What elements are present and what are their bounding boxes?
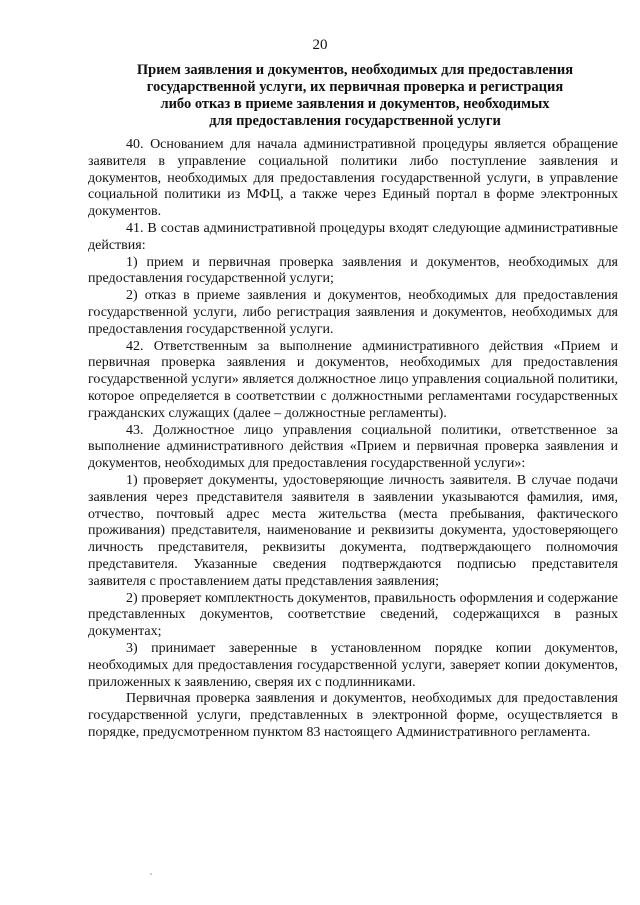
scan-speck — [150, 873, 152, 875]
paragraph-40: 40. Основанием для начала административной процедуры является обращение заявителя в управление социальной политики либо поступление заявления и документов, необходимых для предоставления государственной услуги, в управление социальной политики из МФЦ, а также через Единый портал в форме электронных документов. — [88, 137, 618, 220]
paragraph-41-item-1: 1) прием и первичная проверка заявления и документов, необходимых для предоставления государственной услуги; — [88, 254, 618, 287]
heading-line: для предоставления государственной услуги — [209, 113, 501, 129]
paragraph-43-item-2: 2) проверяет комплектность документов, правильность оформления и содержание представленных документов, соответствие сведений, содержащихся в разных документах; — [88, 590, 618, 640]
document-body — [88, 137, 618, 742]
paragraph-43-item-3: 3) принимает заверенные в установленном порядке копии документов, необходимых для предоставления государственной услуги, заверяет копии документов, приложенных к заявлению, сверяя их с подлинниками. — [88, 640, 618, 690]
page-number: 20 — [312, 37, 328, 53]
paragraph-43-item-1: 1) проверяет документы, удостоверяющие личность заявителя. В случае подачи заявления через представителя заявителя в заявлении указываются фамилия, имя, отчество, почтовый адрес места жительства (места пребывания, фактического проживания) представителя, наименование и реквизиты документа, удостоверяющего личность представителя, реквизиты документа, подтверждающего полномочия представителя. Указанные сведения подтверждаются подписью представителя заявителя с проставлением даты представления заявления; — [88, 472, 618, 589]
paragraph-41-item-2: 2) отказ в приеме заявления и документов, необходимых для предоставления государственной услуги, либо регистрация заявления и документов, необходимых для предоставления государственной услуги. — [88, 288, 618, 337]
paragraph-41: 41. В состав административной процедуры входят следующие административные действия: — [88, 220, 618, 253]
paragraph-43: 43. Должностное лицо управления социальной политики, ответственное за выполнение административного действия «Прием и первичная проверка заявления и документов, необходимых для предоставления государственной услуги»: — [88, 422, 618, 472]
heading-line: Прием заявления и документов, необходимых для предоставления — [136, 62, 574, 78]
heading-line: либо отказ в приеме заявления и документов, необходимых — [160, 96, 550, 112]
section-heading — [90, 62, 620, 130]
heading-line: государственной услуги, их первичная проверка и регистрация — [146, 79, 564, 95]
paragraph-42: 42. Ответственным за выполнение административного действия «Прием и первичная проверка заявления и документов, необходимых для предоставления государственной услуги» является должностное лицо управления социальной политики, которое определяется в соответствии с должностными регламентами государственных гражданских служащих (далее – должностные регламенты). — [88, 338, 618, 421]
paragraph-electronic-check: Первичная проверка заявления и документов, необходимых для предоставления государственной услуги, представленных в электронной форме, осуществляется в порядке, предусмотренном пунктом 83 настоящего Административного регламента. — [88, 691, 618, 740]
